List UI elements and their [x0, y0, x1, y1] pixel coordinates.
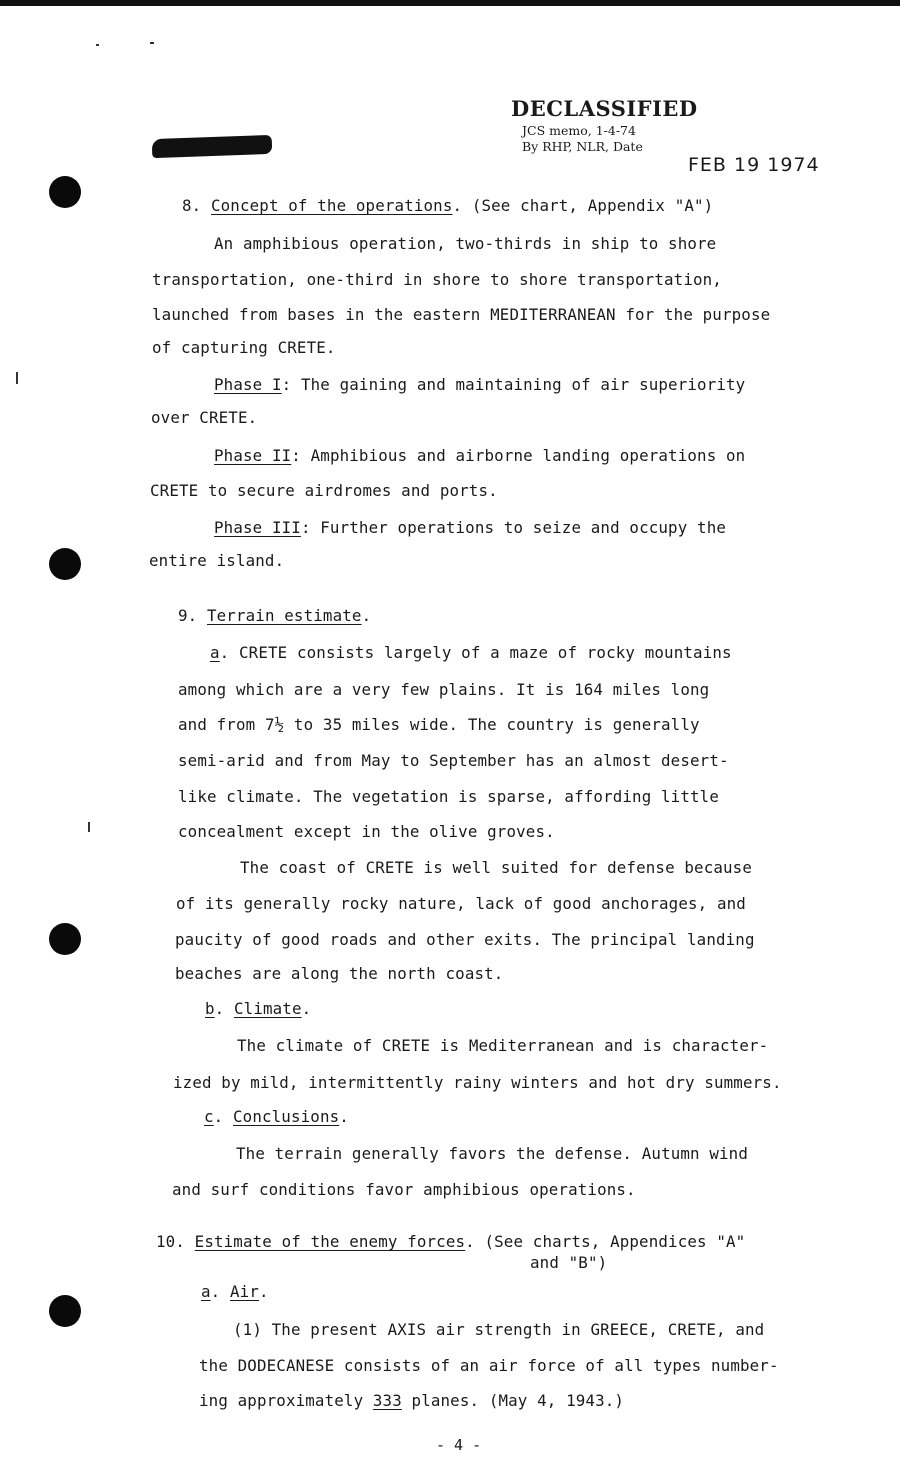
speck [96, 44, 99, 46]
binder-hole-3 [49, 923, 81, 955]
binder-hole-4 [49, 1295, 81, 1327]
subsection-b-heading: b. Climate. [205, 999, 312, 1018]
text-line: and from 7½ to 35 miles wide. The country is generally [178, 715, 700, 734]
text-line: paucity of good roads and other exits. The principal landing [175, 930, 755, 949]
text-line: of its generally rocky nature, lack of good anchorages, and [176, 894, 746, 913]
subsection-a-line: a. CRETE consists largely of a maze of rocky mountains [210, 643, 732, 662]
page-top-edge [0, 0, 900, 6]
declassified-stamp-date: FEB 19 1974 [688, 154, 820, 176]
text-line: and surf conditions favor amphibious operations. [172, 1180, 636, 1199]
text-line: entire island. [149, 551, 285, 570]
speck [16, 372, 18, 384]
text-line: semi-arid and from May to September has an almost desert- [178, 751, 729, 770]
text-line-plane-count: ing approximately 333 planes. (May 4, 1943.) [199, 1391, 625, 1410]
text-line: the DODECANESE consists of an air force of all types number- [199, 1356, 779, 1375]
text-line: The coast of CRETE is well suited for defense because [240, 858, 753, 877]
binder-hole-1 [49, 176, 81, 208]
text-line: ized by mild, intermittently rainy winters and hot dry summers. [173, 1073, 782, 1092]
text-line: of capturing CRETE. [152, 338, 336, 357]
speck [150, 42, 154, 44]
text-line: beaches are along the north coast. [175, 964, 504, 983]
redacted-classification-marking [152, 135, 273, 158]
page-number: - 4 - [436, 1436, 482, 1454]
text-line: The climate of CRETE is Mediterranean and is character- [237, 1036, 769, 1055]
text-line: and "B") [530, 1253, 608, 1272]
phase-1-line: Phase I: The gaining and maintaining of air superiority [214, 375, 746, 394]
declassified-stamp-title: DECLASSIFIED [511, 96, 698, 121]
text-line: The terrain generally favors the defense. Autumn wind [236, 1144, 749, 1163]
subsection-c-heading: c. Conclusions. [204, 1107, 349, 1126]
declassified-stamp-authority: JCS memo, 1-4-74 [522, 123, 636, 138]
phase-2-line: Phase II: Amphibious and airborne landing operations on [214, 446, 746, 465]
text-line: like climate. The vegetation is sparse, affording little [178, 787, 719, 806]
text-line: transportation, one-third in shore to shore transportation, [152, 270, 722, 289]
text-line: launched from bases in the eastern MEDITERRANEAN for the purpose [152, 305, 771, 324]
section-heading-concept: 8. Concept of the operations. (See chart, Appendix "A") [182, 196, 714, 215]
subsection-a-air-heading: a. Air. [201, 1282, 269, 1301]
declassified-stamp-by-line: By RHP, NLR, Date [522, 139, 643, 154]
speck [88, 822, 90, 832]
section-heading-terrain: 9. Terrain estimate. [178, 606, 372, 625]
binder-hole-2 [49, 548, 81, 580]
text-line: concealment except in the olive groves. [178, 822, 555, 841]
text-line: CRETE to secure airdromes and ports. [150, 481, 498, 500]
section-heading-enemy-forces: 10. Estimate of the enemy forces. (See charts, Appendices "A" [156, 1232, 746, 1251]
text-line: among which are a very few plains. It is 164 miles long [178, 680, 710, 699]
phase-3-line: Phase III: Further operations to seize and occupy the [214, 518, 727, 537]
text-line: over CRETE. [151, 408, 258, 427]
text-line: (1) The present AXIS air strength in GREECE, CRETE, and [233, 1320, 765, 1339]
text-line: An amphibious operation, two-thirds in ship to shore [214, 234, 717, 253]
